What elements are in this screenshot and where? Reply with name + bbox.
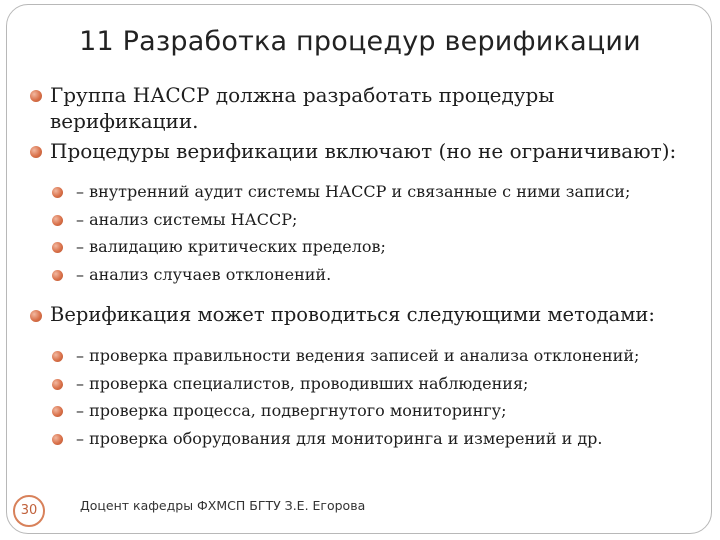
bullet-item-3 xyxy=(30,302,705,452)
bullet-dot-icon xyxy=(30,90,42,102)
bullet-text: Группа НАССР должна разработать процедуры верификации. xyxy=(50,83,555,133)
sub-bullet-item xyxy=(50,342,705,370)
bullet-item-2 xyxy=(30,138,705,288)
sub-bullet-item xyxy=(50,425,705,453)
sub-bullet-list xyxy=(50,342,705,452)
sub-bullet-text: – проверка оборудования для мониторинга и измерений и др. xyxy=(76,428,603,448)
sub-bullet-text: – проверка специалистов, проводивших наблюдения; xyxy=(76,373,529,393)
sub-bullet-text: – анализ системы НАССР; xyxy=(76,209,298,229)
sub-bullet-item xyxy=(50,397,705,425)
sub-bullet-text: – валидацию критических пределов; xyxy=(76,237,386,256)
sub-bullet-item xyxy=(50,370,705,398)
sub-bullet-item xyxy=(50,206,705,234)
sub-bullet-item xyxy=(50,233,705,261)
slide-title: 11 Разработка процедур верификации xyxy=(79,26,641,57)
sub-bullet-item xyxy=(50,178,705,206)
bullet-dot-icon xyxy=(30,310,42,322)
bullet-list xyxy=(30,82,705,466)
bullet-dot-icon xyxy=(52,270,63,281)
bullet-dot-icon xyxy=(52,215,63,226)
bullet-item-1 xyxy=(30,82,705,134)
bullet-text: Верификация может проводиться следующими методами: xyxy=(50,303,655,326)
sub-bullet-list xyxy=(50,178,705,288)
sub-bullet-text: – анализ случаев отклонений. xyxy=(76,264,332,284)
bullet-dot-icon xyxy=(52,434,63,445)
sub-bullet-text: – проверка правильности ведения записей и анализа отклонений; xyxy=(76,346,640,365)
bullet-text: Процедуры верификации включают (но не ограничивают): xyxy=(50,139,677,163)
footer-author: Доцент кафедры ФХМСП БГТУ З.Е. Егорова xyxy=(80,498,366,513)
page-number-badge: 30 xyxy=(13,495,45,527)
sub-bullet-text: – проверка процесса, подвергнутого мониторингу; xyxy=(76,401,507,420)
sub-bullet-item xyxy=(50,261,705,289)
bullet-dot-icon xyxy=(30,146,42,158)
sub-bullet-text: – внутренний аудит системы НАССР и связанные с ними записи; xyxy=(76,182,631,201)
bullet-dot-icon xyxy=(52,242,63,253)
bullet-dot-icon xyxy=(52,351,63,362)
bullet-dot-icon xyxy=(52,187,63,198)
bullet-dot-icon xyxy=(52,379,63,390)
bullet-dot-icon xyxy=(52,406,63,417)
